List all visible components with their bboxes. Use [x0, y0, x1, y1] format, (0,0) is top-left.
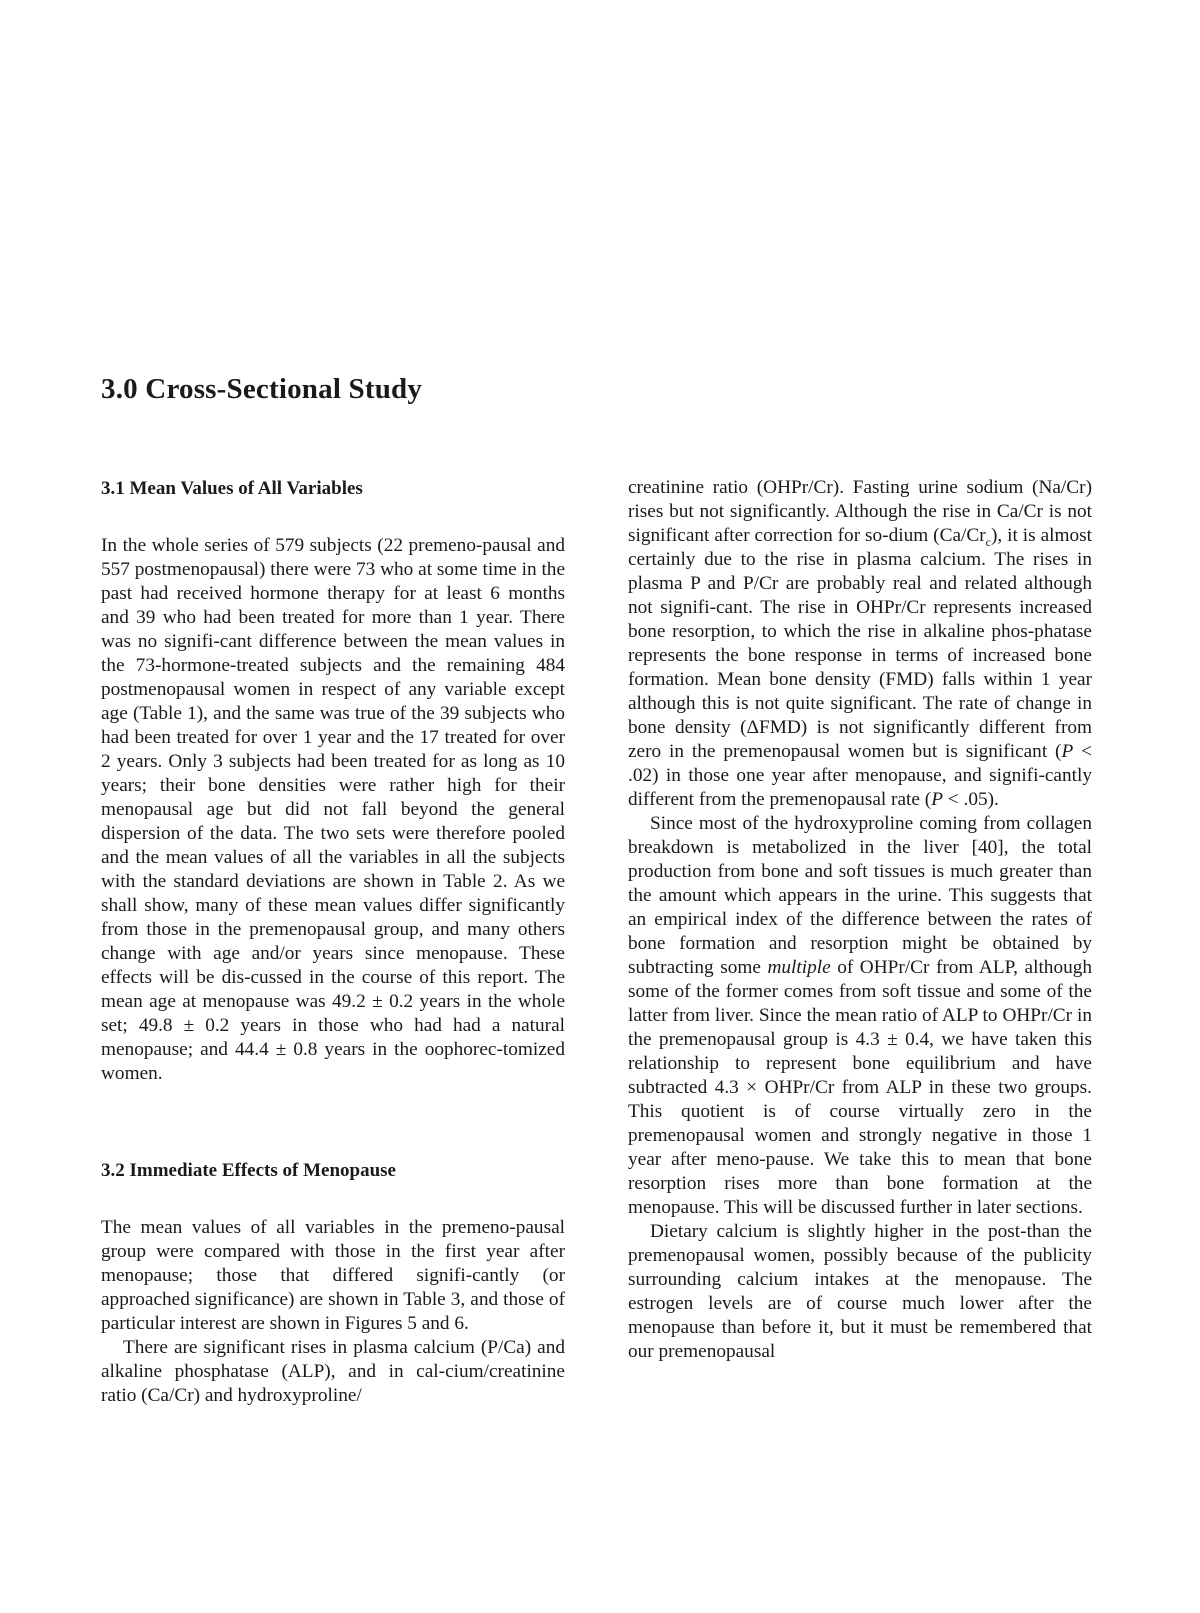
section-heading-3-1: 3.1 Mean Values of All Variables: [101, 478, 363, 499]
paragraph-mean-values: In the whole series of 579 subjects (22 premeno-pausal and 557 postmenopausal) there were 73 who at some time in the past had received hormone therapy for at least 6 months and 39 who had been treated for more than 1 year. There was no signifi-cant difference between the mean values in the 73-hormone-treated subjects and the remaining 484 postmenopausal women in respect of any variable except age (Table 1), and the same was true of the 39 subjects who had been treated for over 1 year and the 17 treated for over 2 years. Only 3 subjects had been treated for as long as 10 years; their bone densities were rather high for their menopausal age but did not fall beyond the general dispersion of the data. The two sets were therefore pooled and the mean values of all the variables in all the subjects with the standard deviations are shown in Table 2. As we shall show, many of these mean values differ significantly from those in the premenopausal group, and many others change with age and/or years since menopause. These effects will be dis-cussed in the course of this report. The mean age at menopause was 49.2 ± 0.2 years in the whole set; 49.8 ± 0.2 years in those who had had a natural menopause; and 44.4 ± 0.8 years in the oophorec-tomized women.: [101, 535, 565, 1084]
section-heading-3-2: 3.2 Immediate Effects of Menopause: [101, 1160, 396, 1181]
left-column: [101, 476, 565, 1408]
right-column: [628, 476, 1092, 1364]
paragraph-menopause-comparison: The mean values of all variables in the premeno-pausal group were compared with those in the first year after menopause; those that differed signifi-cantly (or approached significance) are shown in Table 3, and those of particular interest are shown in Figures 5 and 6.: [101, 1217, 565, 1334]
chapter-title: 3.0 Cross-Sectional Study: [101, 373, 423, 405]
paragraph-dietary-calcium: Dietary calcium is slightly higher in the post-than the premenopausal women, possibly because of the publicity surrounding calcium intakes at the menopause. The estrogen levels are of course much lower after the menopause than before it, but it must be remembered that our premenopausal: [628, 1221, 1092, 1362]
paragraph-significant-rises: There are significant rises in plasma calcium (P/Ca) and alkaline phosphatase (ALP), and in cal-cium/creatinine ratio (Ca/Cr) and hydroxyproline/: [101, 1337, 565, 1406]
paragraph-continued-ratios: creatinine ratio (OHPr/Cr). Fasting urine sodium (Na/Cr) rises but not significantly. Although the rise in Ca/Cr is not significant after correction for so-dium $(Ca/Cr_c)$, it is almost certainly due to the rise in plasma calcium. The rises in plasma P and P/Cr are probably real and related although not signifi-cant. The rise in OHPr/Cr represents increased bone resorption, to which the rise in alkaline phos-phatase represents the bone response in terms of increased bone formation. Mean bone density (FMD) falls within 1 year although this is not quite significant. The rate of change in bone density (ΔFMD) is not significantly different from zero in the premenopausal women but is significant (P < .02) in those one year after menopause, and signifi-cantly different from the premenopausal rate (P < .05).: [628, 477, 1092, 810]
paragraph-hydroxyproline: Since most of the hydroxyproline coming from collagen breakdown is metabolized in the liver [40], the total production from bone and soft tissues is much greater than the amount which appears in the urine. This suggests that an empirical index of the difference between the rates of bone formation and resorption might be obtained by subtracting some multiple of OHPr/Cr from ALP, although some of the former comes from soft tissue and some of the latter from liver. Since the mean ratio of ALP to OHPr/Cr in the premenopausal group is 4.3 ± 0.4, we have taken this relationship to represent bone equilibrium and have subtracted 4.3 × OHPr/Cr from ALP in these two groups. This quotient is of course virtually zero in the premenopausal women and strongly negative in those 1 year after meno-pause. We take this to mean that bone resorption rises more than bone formation at the menopause. This will be discussed further in later sections.: [628, 813, 1093, 1218]
